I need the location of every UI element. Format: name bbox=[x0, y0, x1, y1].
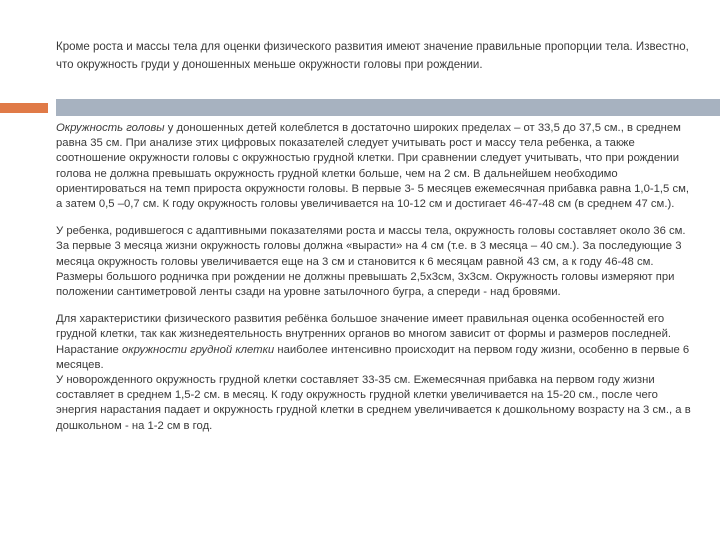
term-chest-circumference: окружности грудной клетки bbox=[121, 343, 275, 356]
paragraph-text: наиболее интенсивно происходит на первом году жизни, особенно в первые 6 месяцев. bbox=[56, 343, 690, 371]
paragraph-chest-development bbox=[56, 312, 698, 373]
accent-bar bbox=[0, 103, 48, 113]
term-head-circumference: Окружность головы bbox=[56, 122, 165, 134]
paragraph-head-growth: У ребенка, родившегося с адаптивными показателями роста и массы тела, окружность головы составляет около 36 см. За первые 3 месяца жизни окружность головы должна «вырасти» на 4 см (т.е. в 3 месяца – 40 см.). За последующие 3 месяца окружность головы увеличивается еще на 3 см и становится к 6 месяцам равной 43 см, а к году 46-48 см. Размеры большого родничка при рождении не должны превышать 2,5х3см, 3х3см. Окружность головы измеряют при положении сантиметровой ленты сзади на уровне затылочного бугра, а спереди - над бровями. bbox=[56, 225, 686, 299]
paragraph-chest-growth: У новорожденного окружность грудной клетки составляет 33-35 см. Ежемесячная прибавка на первом году жизни составляет в среднем 1,5-2 см. в месяц. К году окружность грудной клетки увеличивается на 15-20 см., после чего энергия нарастания падает и окружность грудной клетки в среднем увеличивается к дошкольному возрасту на 3 см., а в дошкольном - на 1-2 см в год. bbox=[56, 374, 691, 432]
paragraph-text: у доношенных детей колеблется в достаточно широких пределах – от 33,5 до 37,5 см., в среднем равна 35 см. При анализе этих цифровых показателей следует учитывать рост и массу тела ребенка, а также соотношение окружности головы с окружностью грудной клетки. При сравнении следует учитывать, что при рождении голова не должна превышать окружность грудной клетки больше, чем на 2 см. В дальнейшем необходимо ориентироваться на темп прироста окружности головы. В первые 3- 5 месяцев ежемесячная прибавка равна 1,0-1,5 см, а затем 0,5 –0,7 см. К году окружность головы увеличивается на 10-12 см и достигает 46-47-48 см (в среднем 47 см.). bbox=[56, 122, 690, 211]
slide-body bbox=[56, 121, 698, 434]
title-band bbox=[56, 99, 720, 116]
slide-title: Кроме роста и массы тела для оценки физического развития имеют значение правильные пропорции тела. Известно, что окружность груди у доношенных меньше окружности головы при рождении. bbox=[56, 41, 689, 71]
paragraph-head-circumference bbox=[56, 121, 698, 212]
paragraph-text: Для характеристики физического развития ребёнка большое значение имеет правильная оценка особенностей его грудной клетки, так как жизнедеятельность внутренних органов во многом зависит от формы и размеров последней. Нарастание bbox=[56, 313, 672, 356]
